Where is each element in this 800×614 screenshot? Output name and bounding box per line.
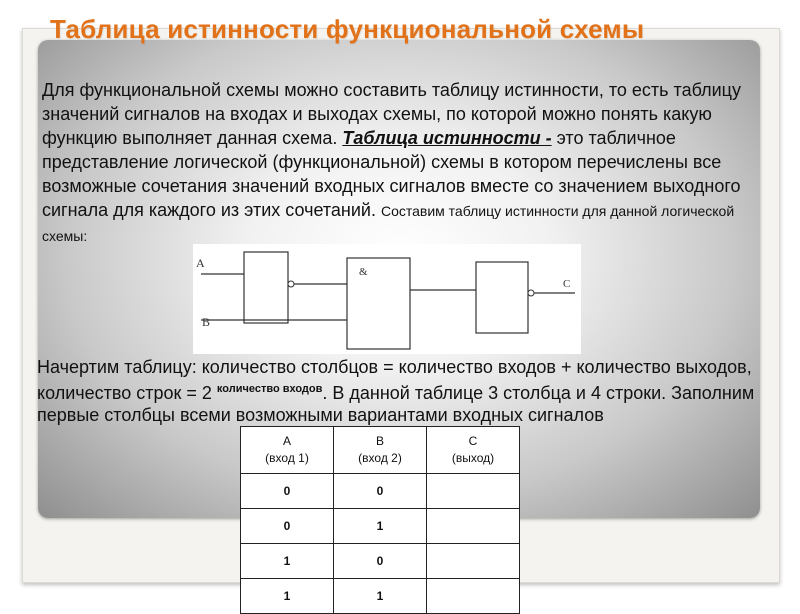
cell-c	[427, 474, 520, 509]
cell-b: 0	[334, 474, 427, 509]
cell-c	[427, 509, 520, 544]
intro-definition-text: это табличное представление логической (функциональной) схемы в котором перечислены все возможные сочетания значений входных сигналов вместе со значением выходного сигнала для каждого из этих сочетаний.	[42, 128, 741, 220]
table-row	[241, 509, 520, 544]
table-instructions	[37, 356, 767, 426]
slide-title: Таблица истинности функциональной схемы	[50, 14, 645, 44]
row-count-exponent: количество входов	[216, 383, 323, 395]
table-row	[241, 579, 520, 614]
instructions-text: Начертим таблицу: количество столбцов = количество входов + количество выходов, количество строк = 2	[37, 357, 752, 403]
cell-c	[427, 579, 520, 614]
and-gate-symbol: &	[359, 266, 368, 278]
header-a: A (вход 1)	[241, 427, 334, 474]
not-gate-2-inversion	[528, 290, 534, 296]
input-a-label: A	[196, 256, 205, 270]
header-c: C (выход)	[427, 427, 520, 474]
intro-paragraph	[42, 78, 762, 248]
cell-b: 1	[334, 509, 427, 544]
logic-schematic	[193, 244, 581, 354]
truth-table	[240, 426, 520, 614]
cell-a: 0	[241, 509, 334, 544]
input-b-label: B	[202, 315, 211, 329]
instructions-continuation: . В данной таблице 3 столбца и 4 строки. Заполним первые столбцы всеми возможными вариантами входных сигналов	[37, 383, 755, 425]
cell-a: 0	[241, 474, 334, 509]
definition-term: Таблица истинности -	[342, 128, 552, 148]
table-row	[241, 474, 520, 509]
output-c-label: C	[563, 278, 571, 290]
not-gate-1-inversion	[288, 281, 294, 287]
intro-text: Для функциональной схемы можно составить таблицу истинности, то есть таблицу значений сигналов на входах и выходах схемы, по которой можно понять какую функцию выполняет данная схема.	[42, 80, 741, 148]
table-row	[241, 544, 520, 579]
header-b: B (вход 2)	[334, 427, 427, 474]
truth-table-header	[241, 427, 520, 474]
cell-a: 1	[241, 579, 334, 614]
cell-a: 1	[241, 544, 334, 579]
cell-b: 1	[334, 579, 427, 614]
cell-c	[427, 544, 520, 579]
intro-instruction: Составим таблицу истинности для данной логической схемы:	[42, 203, 735, 244]
cell-b: 0	[334, 544, 427, 579]
